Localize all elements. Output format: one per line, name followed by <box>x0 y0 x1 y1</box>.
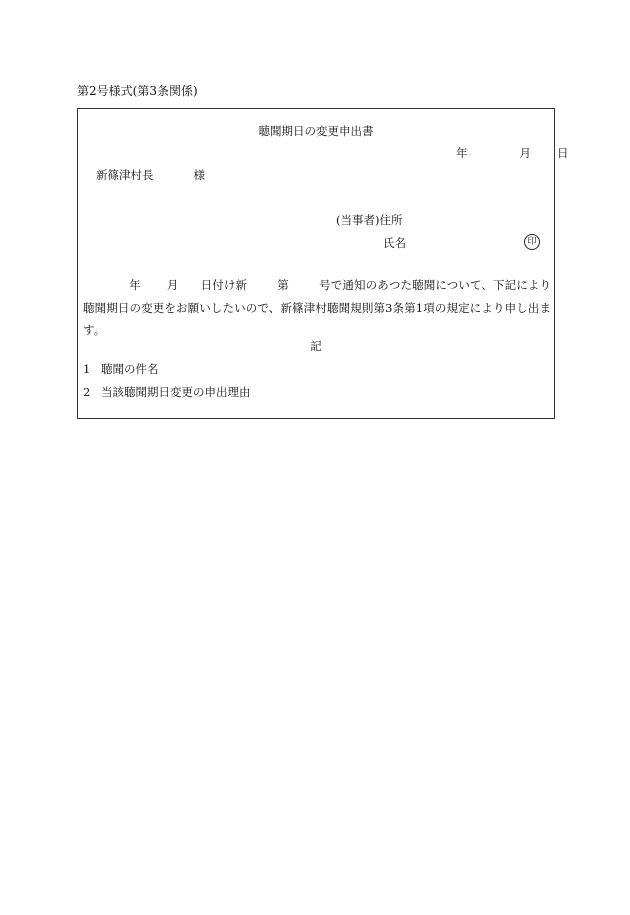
date-year: 年 <box>456 146 468 160</box>
body-dai: 第 <box>277 278 289 292</box>
body-date-suffix: 日付け新 <box>200 278 248 292</box>
form-number: 第2号様式(第3条関係) <box>77 84 198 98</box>
list-item <box>83 385 251 399</box>
request-body-text <box>83 274 551 342</box>
body-year: 年 <box>129 278 141 292</box>
addressee-honorific: 様 <box>193 168 205 182</box>
document-title: 聴聞期日の変更申出書 <box>258 124 374 138</box>
addressee-name: 新篠津村長 <box>96 168 154 182</box>
applicant-address-label: (当事者)住所 <box>336 213 403 227</box>
application-form-box <box>77 108 569 419</box>
body-text: 号で通知のあつた聴聞について、下記により聴聞期日の変更をお願いしたいので、新篠津村聴聞規則第3条第1項の規定により申し出ます。 <box>83 278 552 337</box>
addressee <box>96 168 205 182</box>
date-month: 月 <box>519 146 531 160</box>
body-month: 月 <box>166 278 179 292</box>
date-day: 日 <box>557 146 569 160</box>
item-number: 1 <box>83 362 91 376</box>
seal-mark: 印 <box>524 234 540 250</box>
applicant-name-label: 氏名 <box>383 236 406 250</box>
item-label: 聴聞の件名 <box>101 362 159 376</box>
date-line <box>456 146 569 160</box>
item-label: 当該聴聞期日変更の申出理由 <box>101 385 251 399</box>
list-item <box>83 362 159 376</box>
ki-heading: 記 <box>310 339 322 353</box>
item-number: 2 <box>83 385 91 399</box>
